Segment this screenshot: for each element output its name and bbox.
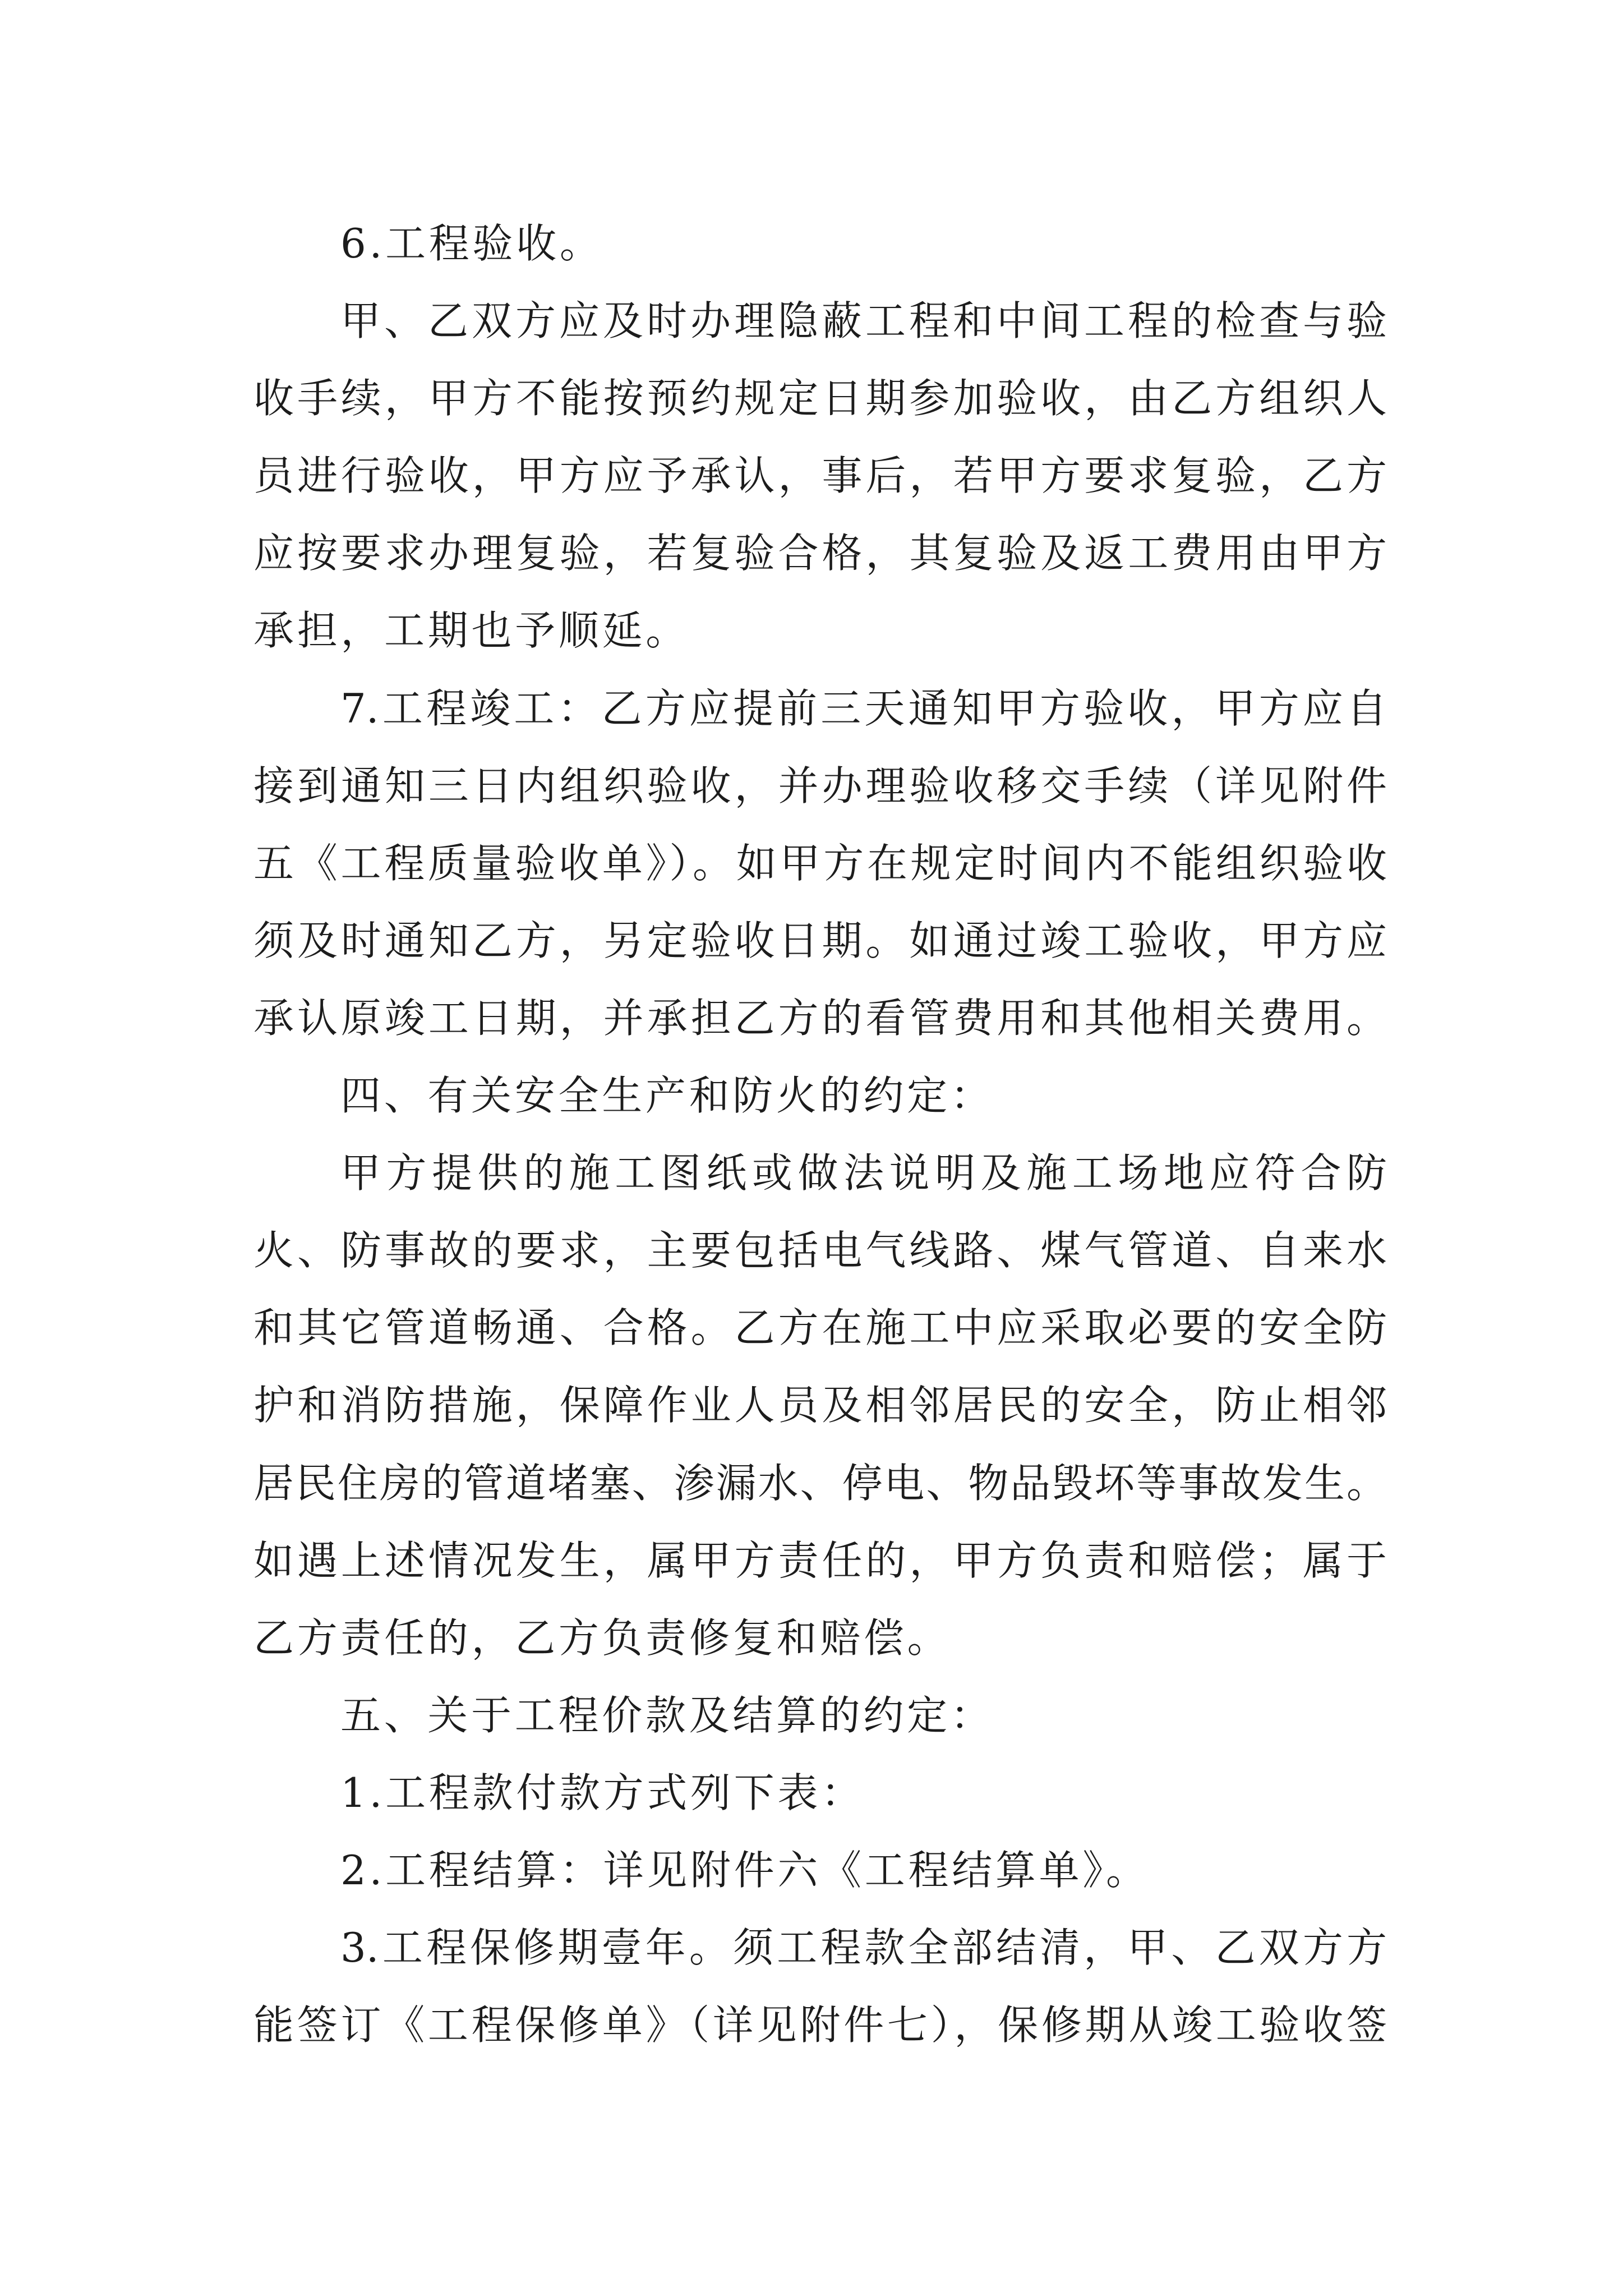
paragraph-line: 承认原竣工日期，并承担乙方的看管费用和其他相关费用。 bbox=[253, 994, 1387, 1042]
paragraph-line: 6.工程验收。 bbox=[340, 220, 603, 267]
paragraph-line: 甲、乙双方应及时办理隐蔽工程和中间工程的检查与验 bbox=[340, 297, 1387, 345]
paragraph-line: 应按要求办理复验，若复验合格，其复验及返工费用由甲方 bbox=[253, 530, 1387, 577]
paragraph-line: 3.工程保修期壹年。须工程款全部结清，甲、乙双方方 bbox=[340, 1924, 1387, 1972]
paragraph-line: 须及时通知乙方，另定验收日期。如通过竣工验收，甲方应 bbox=[253, 917, 1387, 964]
paragraph-line: 火、防事故的要求，主要包括电气线路、煤气管道、自来水 bbox=[253, 1227, 1387, 1274]
paragraph-line: 7.工程竣工：乙方应提前三天通知甲方验收，甲方应自 bbox=[340, 684, 1387, 732]
paragraph-line: 甲方提供的施工图纸或做法说明及施工场地应符合防 bbox=[340, 1149, 1387, 1197]
paragraph-line: 护和消防措施，保障作业人员及相邻居民的安全，防止相邻 bbox=[253, 1382, 1387, 1429]
paragraph-payment-method bbox=[253, 1754, 1387, 1832]
paragraph-safety bbox=[253, 1134, 1387, 1677]
paragraph-warranty bbox=[253, 1909, 1387, 2064]
paragraph-line: 居民住房的管道堵塞、渗漏水、停电、物品毁坏等事故发生。 bbox=[253, 1459, 1387, 1507]
paragraph-acceptance-procedure bbox=[253, 282, 1387, 669]
paragraph-line: 如遇上述情况发生，属甲方责任的，甲方负责和赔偿；属于 bbox=[253, 1536, 1387, 1584]
paragraph-settlement bbox=[253, 1832, 1387, 1909]
paragraph-line: 承担，工期也予顺延。 bbox=[253, 607, 690, 655]
paragraph-line: 五《工程质量验收单》）。如甲方在规定时间内不能组织验收 bbox=[253, 839, 1387, 887]
paragraph-line: 收手续，甲方不能按预约规定日期参加验收，由乙方组织人 bbox=[253, 375, 1387, 422]
paragraph-line: 能签订《工程保修单》（详见附件七），保修期从竣工验收签 bbox=[253, 2001, 1387, 2049]
paragraph-acceptance-heading bbox=[253, 205, 1387, 282]
paragraph-line: 2.工程结算：详见附件六《工程结算单》。 bbox=[340, 1846, 1150, 1894]
paragraph-line: 接到通知三日内组织验收，并办理验收移交手续（详见附件 bbox=[253, 762, 1387, 809]
paragraph-completion bbox=[253, 670, 1387, 1057]
section-heading-payment bbox=[253, 1677, 1387, 1754]
paragraph-line: 员进行验收，甲方应予承认，事后，若甲方要求复验，乙方 bbox=[253, 452, 1387, 500]
paragraph-line: 乙方责任的，乙方负责修复和赔偿。 bbox=[253, 1614, 951, 1662]
paragraph-line: 1.工程款付款方式列下表： bbox=[340, 1769, 865, 1816]
section-heading: 五、关于工程价款及结算的约定： bbox=[340, 1691, 994, 1739]
section-heading-safety bbox=[253, 1057, 1387, 1134]
document-body bbox=[253, 205, 1387, 2064]
paragraph-line: 和其它管道畅通、合格。乙方在施工中应采取必要的安全防 bbox=[253, 1304, 1387, 1352]
section-heading: 四、有关安全生产和防火的约定： bbox=[340, 1072, 994, 1120]
